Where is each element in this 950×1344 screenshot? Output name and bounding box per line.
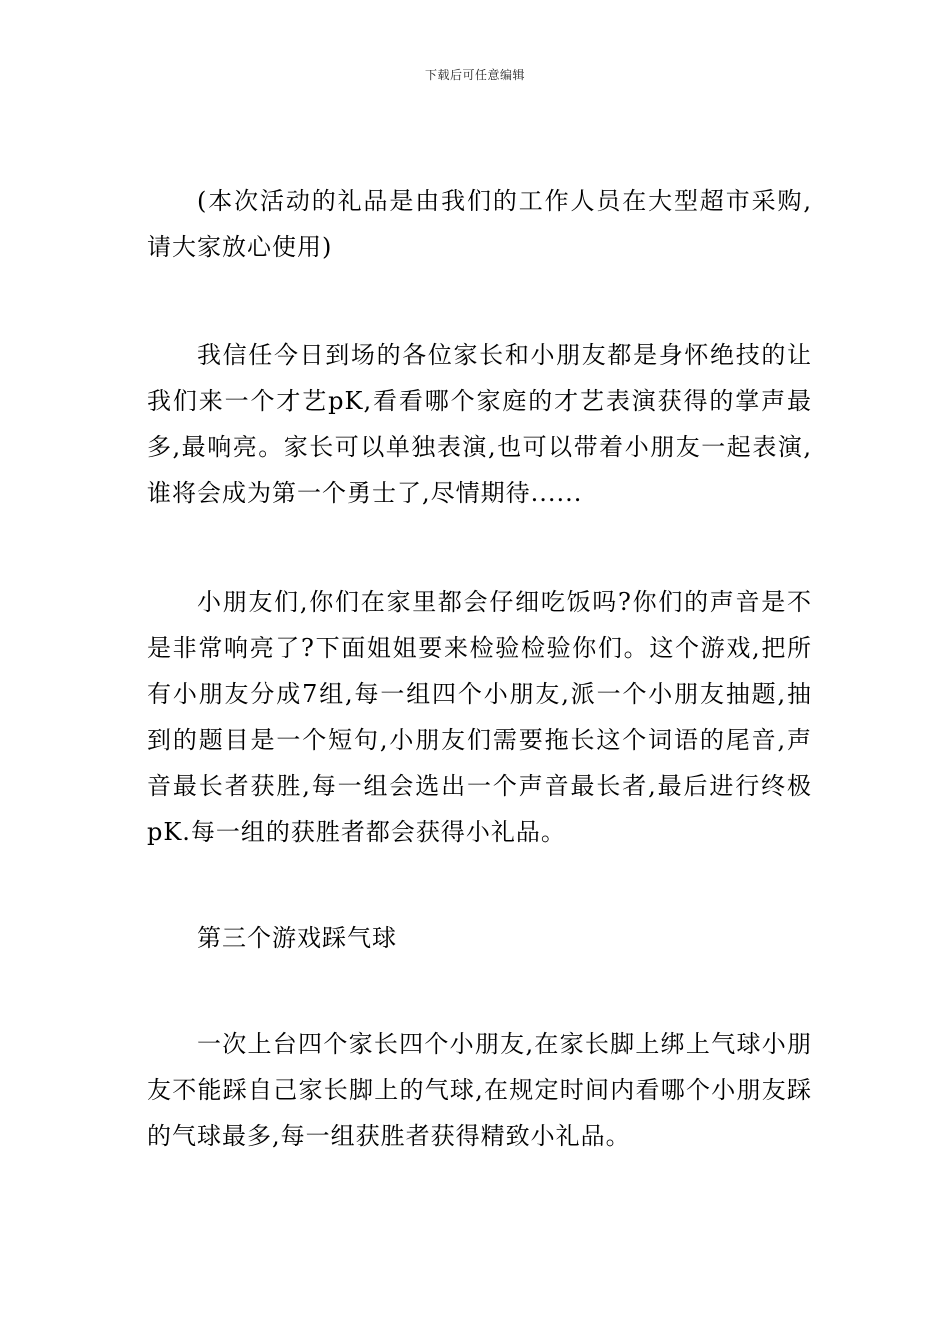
- paragraph-talent-pk: 我信任今日到场的各位家长和小朋友都是身怀绝技的让我们来一个才艺pK,看看哪个家庭的才艺表演获得的掌声最多,最响亮。家长可以单独表演,也可以带着小朋友一起表演,谁将会成为第一个勇士了,尽情期待......: [147, 341, 812, 507]
- paragraph-third-game-heading: 第三个游戏踩气球: [197, 924, 397, 952]
- header-note: 下载后可任意编辑: [424, 68, 525, 82]
- paragraph-gift-note: (本次活动的礼品是由我们的工作人员在大型超市采购,请大家放心使用): [147, 187, 812, 261]
- document-body: [147, 178, 812, 1159]
- paragraph-balloon-game: 一次上台四个家长四个小朋友,在家长脚上绑上气球小朋友不能踩自己家长脚上的气球,在规定时间内看哪个小朋友踩的气球最多,每一组获胜者获得精致小礼品。: [147, 1030, 812, 1150]
- paragraph-voice-game: 小朋友们,你们在家里都会仔细吃饭吗?你们的声音是不是非常响亮了?下面姐姐要来检验检验你们。这个游戏,把所有小朋友分成7组,每一组四个小朋友,派一个小朋友抽题,抽到的题目是一个短句,小朋友们需要拖长这个词语的尾音,声音最长者获胜,每一组会选出一个声音最长者,最后进行终极pK.每一组的获胜者都会获得小礼品。: [147, 588, 812, 846]
